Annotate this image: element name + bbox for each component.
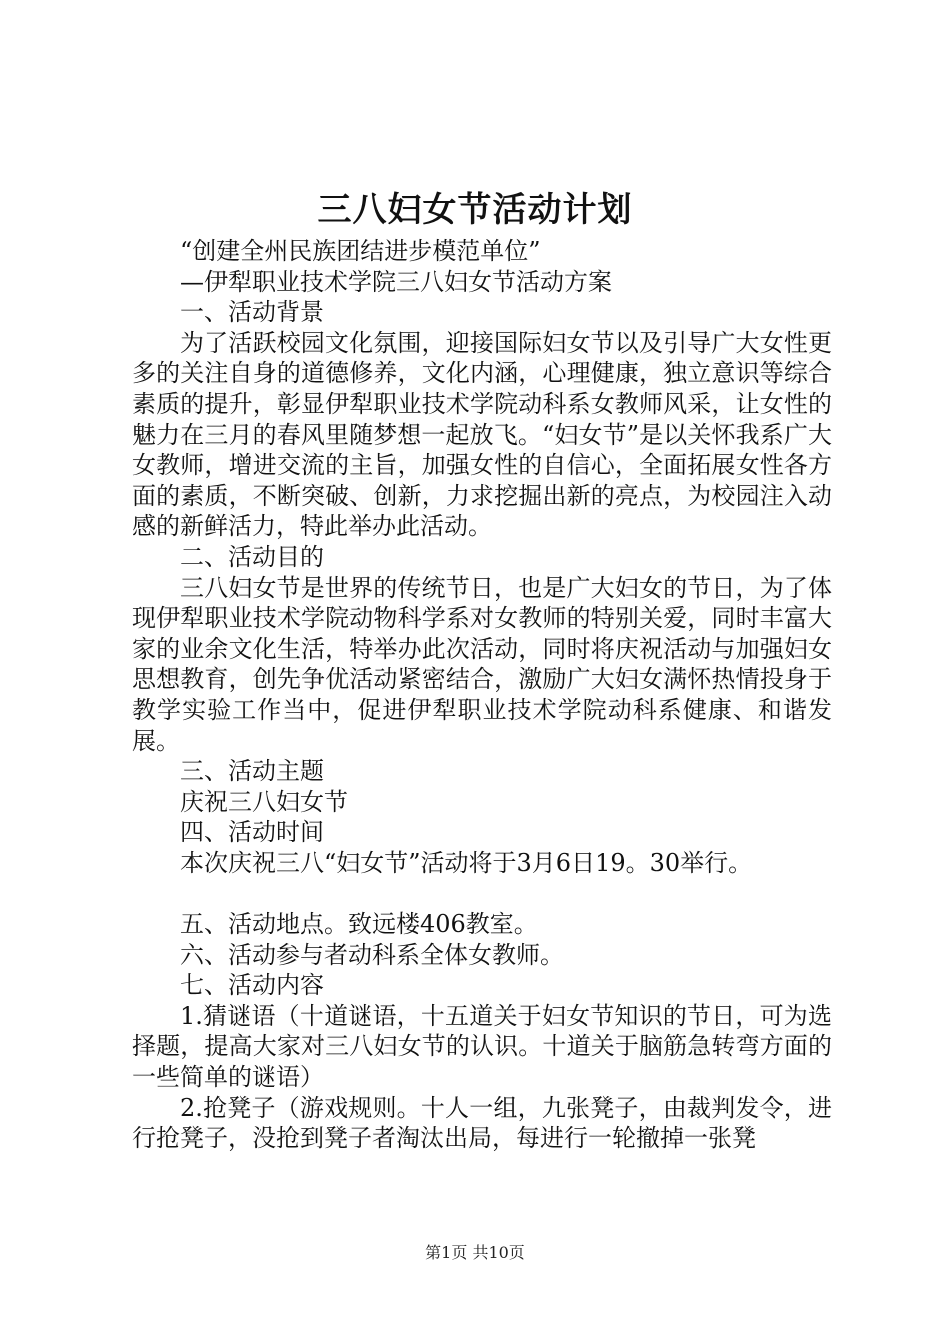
list-item-musical-chairs: 2.抢凳子（游戏规则。十人一组，九张凳子，由裁判发令，进行抢凳子，没抢到凳子者淘汰出局，每进行一轮撤掉一张凳 [132, 1093, 832, 1153]
section-location: 五、活动地点。致远楼406教室。 [180, 910, 538, 939]
blank-line [132, 878, 832, 909]
section-heading-content: 七、活动内容 [180, 971, 324, 1000]
section-participants: 六、活动参与者动科系全体女教师。 [180, 940, 564, 969]
section-heading-theme: 三、活动主题 [180, 757, 324, 786]
document-title: 三八妇女节活动计划 [317, 190, 633, 230]
section-heading-background: 一、活动背景 [180, 298, 324, 327]
document-body [132, 236, 832, 1154]
section-heading-time: 四、活动时间 [180, 818, 324, 847]
theme-content: 庆祝三八妇女节 [180, 787, 348, 816]
section-heading-purpose: 二、活动目的 [180, 542, 324, 571]
subtitle-slogan: “创建全州民族团结进步模范单位” [180, 237, 541, 265]
list-item-riddles: 1.猜谜语（十道谜语，十五道关于妇女节知识的节日，可为选择题，提高大家对三八妇女节的认识。十道关于脑筋急转弯方面的一些简单的谜语） [132, 1001, 832, 1092]
time-content: 本次庆祝三八“妇女节”活动将于3月6日19。30举行。 [180, 848, 753, 877]
subtitle-plan-name: —伊犁职业技术学院三八妇女节活动方案 [180, 267, 612, 296]
paragraph-purpose: 三八妇女节是世界的传统节日，也是广大妇女的节日，为了体现伊犁职业技术学院动物科学系对女教师的特别关爱，同时丰富大家的业余文化生活，特举办此次活动，同时将庆祝活动与加强妇女思想教育，创先争优活动紧密结合，激励广大妇女满怀热情投身于教学实验工作当中，促进伊犁职业技术学院动科系健康、和谐发展。 [132, 573, 832, 755]
page-indicator: 第1页 共10页 [425, 1243, 525, 1262]
paragraph-background: 为了活跃校园文化氛围，迎接国际妇女节以及引导广大女性更多的关注自身的道德修养，文化内涵，心理健康，独立意识等综合素质的提升，彰显伊犁职业技术学院动科系女教师风采，让女性的魅力在三月的春风里随梦想一起放飞。“妇女节”是以关怀我系广大女教师，增进交流的主旨，加强女性的自信心，全面拓展女性各方面的素质，不断突破、创新，力求挖掘出新的亮点，为校园注入动感的新鲜活力，特此举办此活动。 [132, 328, 832, 541]
